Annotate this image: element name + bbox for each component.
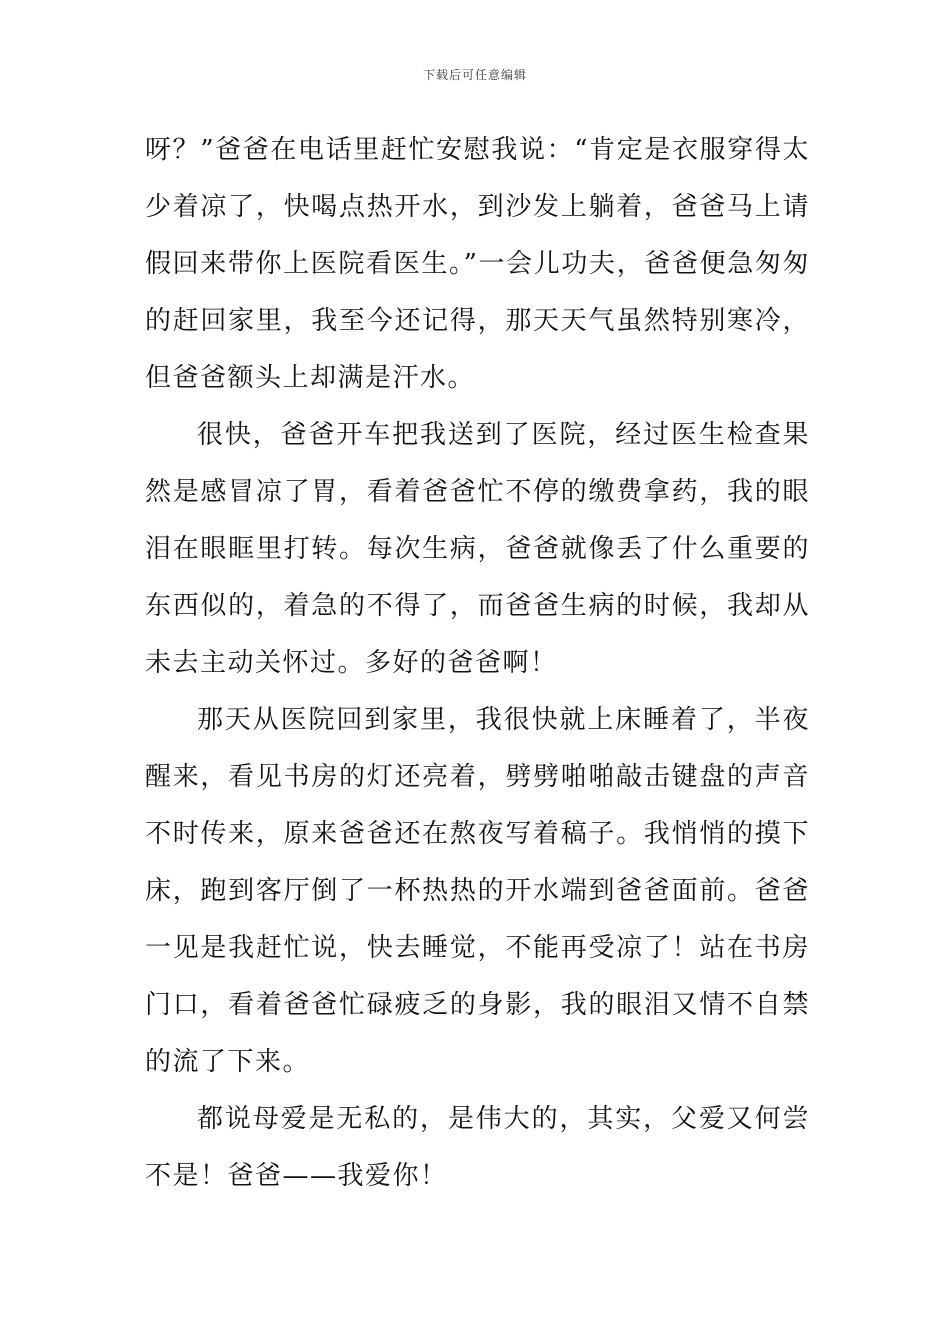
paragraph: 那天从医院回到家里，我很快就上床睡着了，半夜醒来，看见书房的灯还亮着，劈劈啪啪敲击键盘的声音不时传来，原来爸爸还在熬夜写着稿子。我悄悄的摸下床，跑到客厅倒了一杯热热的开水端到爸爸面前。爸爸一见是我赶忙说，快去睡觉，不能再受凉了！站在书房门口，看着爸爸忙碌疲乏的身影，我的眼泪又情不自禁的流了下来。 [145, 705, 810, 1077]
paragraph-continued: 呀？”爸爸在电话里赶忙安慰我说：“肯定是衣服穿得太少着凉了，快喝点热开水，到沙发上躺着，爸爸马上请假回来带你上医院看医生。”一会儿功夫，爸爸便急匆匆的赶回家里，我至今还记得，那天天气虽然特别寒冷，但爸爸额头上却满是汗水。 [145, 135, 810, 393]
header-note: 下载后可任意编辑 [422, 68, 527, 82]
paragraph: 很快，爸爸开车把我送到了医院，经过医生检查果然是感冒凉了胃，看着爸爸忙不停的缴费拿药，我的眼泪在眼眶里打转。每次生病，爸爸就像丢了什么重要的东西似的，着急的不得了，而爸爸生病的时候，我却从未去主动关怀过。多好的爸爸啊！ [145, 420, 810, 678]
document-body [145, 122, 810, 1205]
paragraph: 都说母爱是无私的，是伟大的，其实，父爱又何尝不是！爸爸——我爱你！ [145, 1104, 810, 1191]
